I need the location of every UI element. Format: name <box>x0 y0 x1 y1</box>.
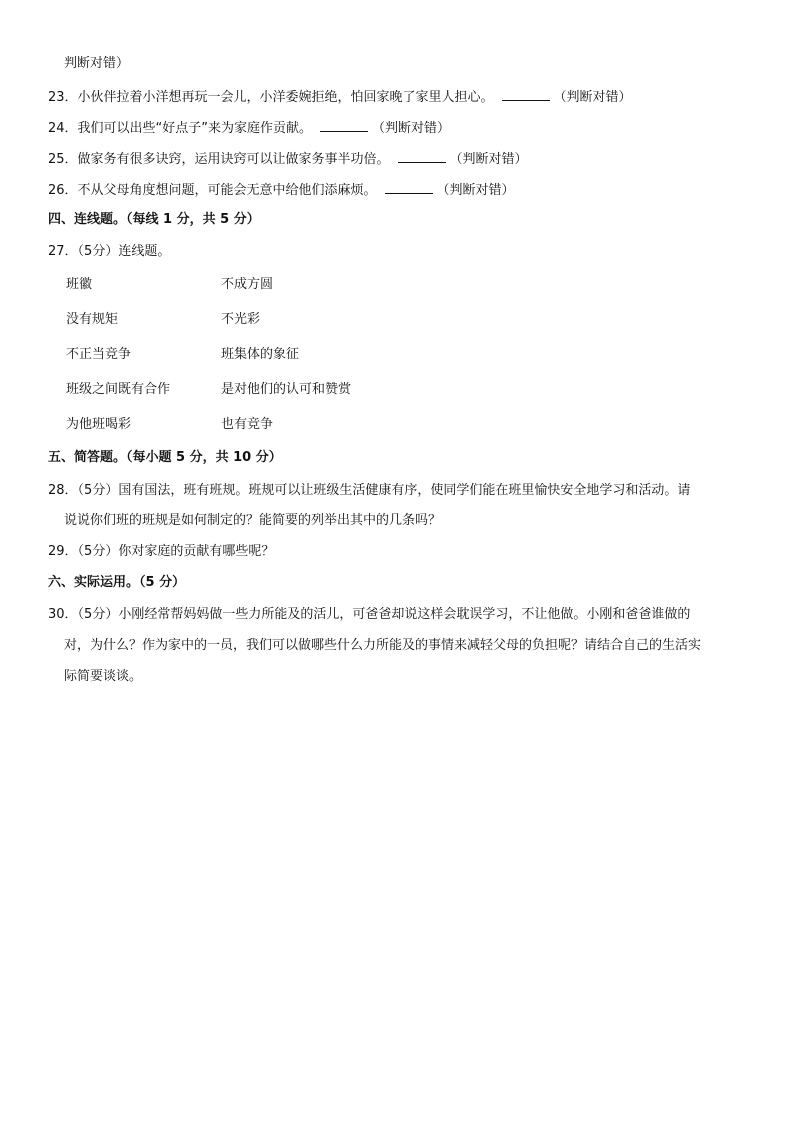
question-29: 29．（5分）你对家庭的贡献有哪些呢？ <box>48 544 275 559</box>
question-28-line-2: 说说你们班的班规是如何制定的？能简要的列举出其中的几条吗？ <box>64 513 442 528</box>
match-right-4[interactable]: 是对他们的认可和赞赏 <box>221 382 352 397</box>
question-30-line-2: 对，为什么？作为家中的一员，我们可以做哪些什么力所能及的事情来减轻父母的负担呢？请结合自己的生活实 <box>64 638 702 653</box>
answer-blank[interactable] <box>320 117 368 132</box>
section-5-title: 五、简答题。（每小题 5 分，共 10 分） <box>48 450 282 465</box>
question-30-line-1: 30．（5分）小刚经常帮妈妈做一些力所能及的活儿，可爸爸却说这样会耽误学习，不让他做。小刚和爸爸谁做的 <box>48 607 691 622</box>
question-26 <box>48 179 515 201</box>
match-left-2[interactable]: 没有规矩 <box>66 312 119 327</box>
judge-suffix: （判断对错） <box>372 121 451 136</box>
match-right-1[interactable]: 不成方圆 <box>221 277 274 292</box>
answer-blank[interactable] <box>385 179 433 194</box>
judge-suffix: （判断对错） <box>436 183 515 198</box>
match-left-5[interactable]: 为他班喝彩 <box>66 417 132 432</box>
continuation-text: 判断对错） <box>64 56 130 71</box>
question-23 <box>48 86 632 108</box>
judge-suffix: （判断对错） <box>449 152 528 167</box>
match-left-1[interactable]: 班徽 <box>66 277 93 292</box>
section-6-title: 六、实际运用。（5 分） <box>48 575 186 590</box>
question-28-line-1: 28．（5分）国有国法，班有班规。班规可以让班级生活健康有序，使同学们能在班里愉快安全地学习和活动。请 <box>48 483 691 498</box>
answer-blank[interactable] <box>398 148 446 163</box>
match-left-4[interactable]: 班级之间既有合作 <box>66 382 171 397</box>
match-right-2[interactable]: 不光彩 <box>221 312 261 327</box>
section-4-title: 四、连线题。（每线 1 分，共 5 分） <box>48 212 260 227</box>
question-27: 27．（5分）连线题。 <box>48 244 171 259</box>
answer-blank[interactable] <box>502 86 550 101</box>
match-left-3[interactable]: 不正当竞争 <box>66 347 132 362</box>
match-right-5[interactable]: 也有竞争 <box>221 417 274 432</box>
question-24 <box>48 117 450 139</box>
question-text: 25．做家务有很多诀窍，运用诀窍可以让做家务事半功倍。 <box>48 152 390 167</box>
question-25 <box>48 148 528 170</box>
question-text: 23．小伙伴拉着小洋想再玩一会儿，小洋委婉拒绝，怕回家晚了家里人担心。 <box>48 90 494 105</box>
judge-suffix: （判断对错） <box>553 90 632 105</box>
question-text: 24．我们可以出些“好点子”来为家庭作贡献。 <box>48 121 313 136</box>
question-30-line-3: 际简要谈谈。 <box>64 669 143 684</box>
question-text: 26．不从父母角度想问题，可能会无意中给他们添麻烦。 <box>48 183 377 198</box>
match-right-3[interactable]: 班集体的象征 <box>221 347 300 362</box>
